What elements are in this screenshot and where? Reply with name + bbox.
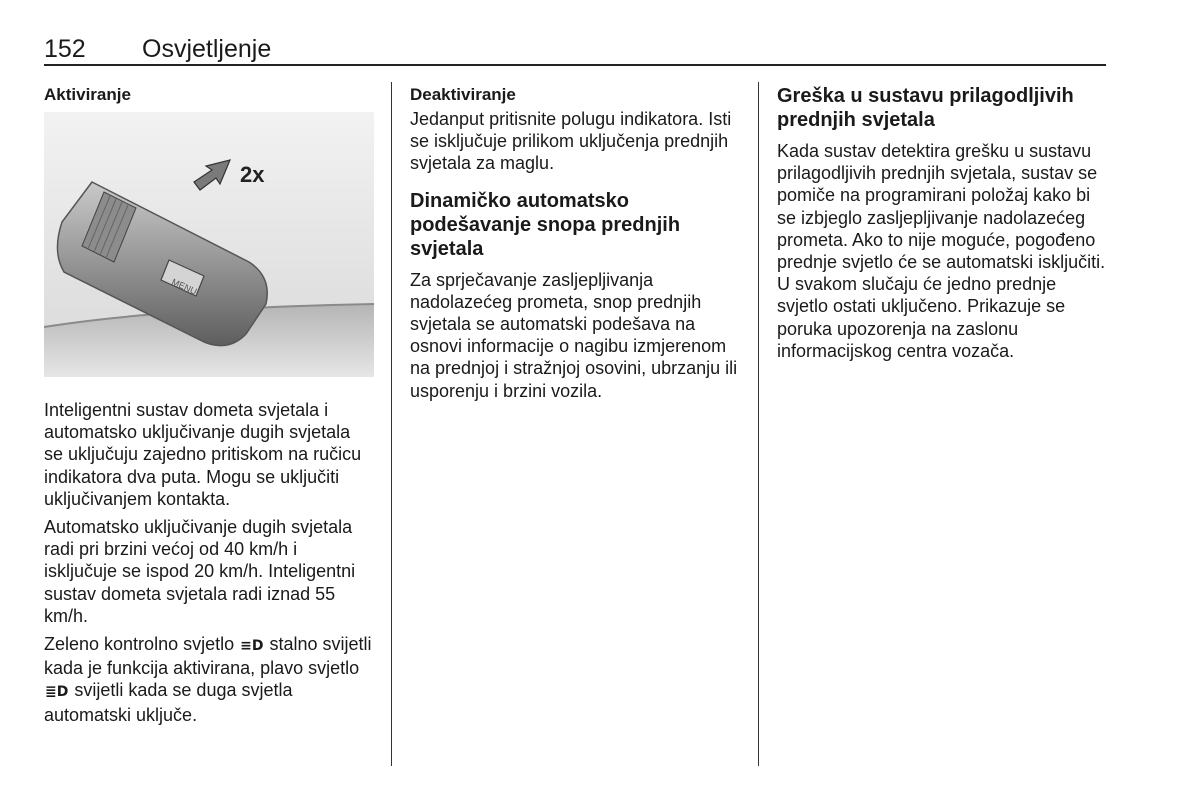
indicator-stalk-illustration [44,112,374,377]
paragraph: Inteligentni sustav dometa svjetala i automatsko uključivanje dugih svjetala se uključuju zajedno pritiskom na ručicu indikatora dva puta. Mogu se uključiti uključivanjem kontakta. [44,400,362,509]
paragraph: Jedanput pritisnite polugu indikatora. Isti se isključuje prilikom uključenja prednjih svjetala za maglu. [410,109,732,174]
paragraph: Za sprječavanje zasljepljivanja nadolazećeg prometa, snop prednjih svjetala se automatski podešava na osnovi informacije o nagibu izmjerenom na prednjoj i stražnjoj osovini, ubrzanju ili usporenju i brzini vozila. [410,269,738,401]
page-header [44,30,1106,66]
header-rule [44,64,1106,66]
column-divider [391,82,392,766]
paragraph: Kada sustav detektira grešku u sustavu prilagodljivih prednjih svjetala, sustav se pomiče na programirani položaj kako bi se izbjeglo zasljepljivanje nadolazećeg prometa. Ako to nije moguće, pogođeno prednje svjetlo će se automatski isključiti. U svakom slučaju će jedno prednje svjetlo ostati uključeno. Prikazuje se poruka upozorenja na zaslonu informacijskog centra vozača. [777,141,1106,361]
press-twice-label: 2x [240,162,265,187]
column-middle [410,84,745,408]
subheading-activation: Aktiviranje [44,85,131,104]
paragraph: Automatsko uključivanje dugih svjetala radi pri brzini većoj od 40 km/h i isključuje se ispod 20 km/h. Inteligentni sustav dometa svjetala radi iznad 55 km/h. [44,517,356,626]
page-number: 152 [44,35,86,63]
high-beam-blue-icon: ≣D [45,684,69,701]
paragraph: Zeleno kontrolno svjetlo ≡D stalno svijetli kada je funkcija aktivirana, plavo svjetlo ≣D svijetli kada se duga svjetla automatski uključe. [44,634,372,725]
stalk-drawing [44,112,374,377]
high-beam-assist-green-icon: ≡D [240,638,264,655]
section-heading: Dinamičko automatsko podešavanje snopa prednjih svjetala [410,189,681,260]
column-divider [758,82,759,766]
menu-button-label: MENU [170,276,199,297]
subheading-deactivation: Deaktiviranje [410,85,516,104]
column-right [777,84,1107,368]
page-title: Osvjetljenje [142,35,272,63]
column-left [44,84,374,732]
section-heading: Greška u sustavu prilagodljivih prednjih svjetala [777,85,1074,131]
